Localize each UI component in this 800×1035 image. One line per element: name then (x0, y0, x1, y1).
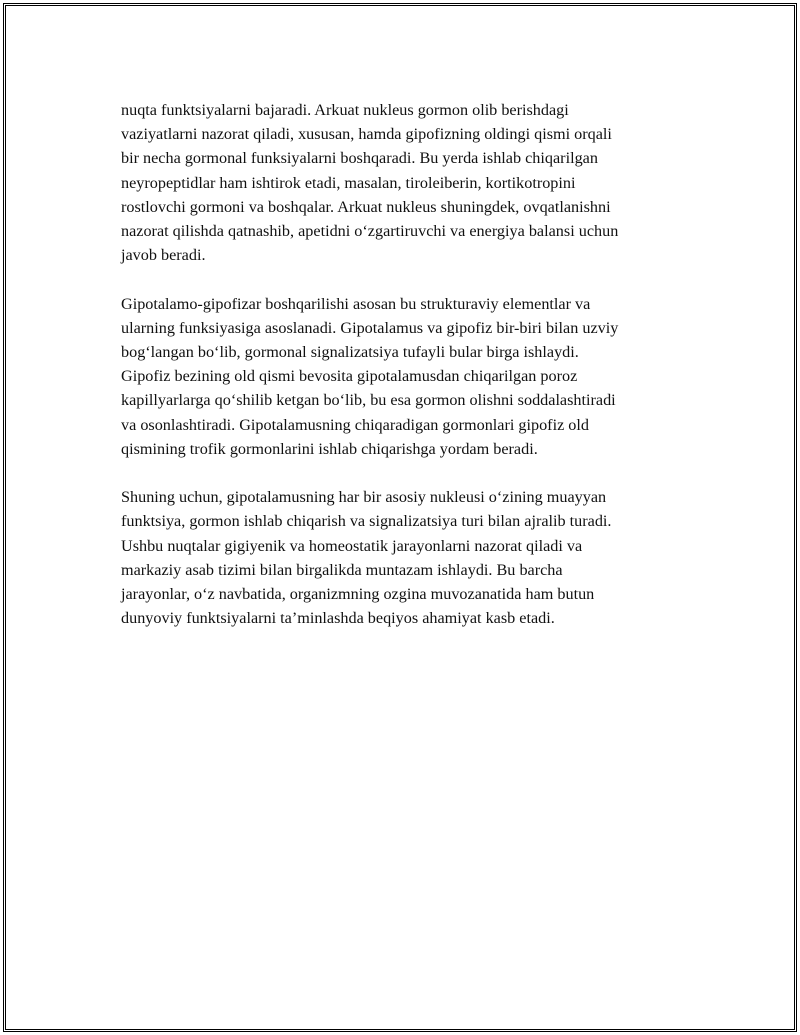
text-line: ularning funksiyasiga asoslanadi. Gipotalamus va gipofiz bir-biri bilan uzviy (121, 318, 619, 337)
document-page (3, 3, 797, 1032)
paragraph-1 (121, 98, 696, 267)
text-line: nazorat qilishda qatnashib, apetidni o‘zgartiruvchi va energiya balansi uchun (121, 222, 619, 241)
text-line: Gipotalamo-gipofizar boshqarilishi asosan bu strukturaviy elementlar va (121, 294, 591, 313)
text-line: jarayonlar, o‘z navbatida, organizmning ozgina muvozanatida ham butun (121, 585, 595, 604)
text-line: markaziy asab tizimi bilan birgalikda muntazam ishlaydi. Bu barcha (121, 560, 563, 579)
paragraph-2 (121, 292, 696, 461)
text-line: Ushbu nuqtalar gigiyenik va homeostatik jarayonlarni nazorat qiladi va (121, 536, 583, 555)
text-line: Shuning uchun, gipotalamusning har bir asosiy nukleusi o‘zining muayyan (121, 488, 607, 507)
text-line: kapillyarlarga qo‘shilib ketgan bo‘lib, bu esa gormon olishni soddalashtiradi (121, 391, 616, 410)
text-line: nuqta funktsiyalarni bajaradi. Arkuat nukleus gormon olib berishdagi (121, 101, 569, 119)
document-body (121, 98, 696, 655)
text-line: Gipofiz bezining old qismi bevosita gipotalamusdan chiqarilgan poroz (121, 367, 578, 386)
text-line: javob beradi. (121, 246, 206, 265)
text-line: funktsiya, gormon ishlab chiqarish va signalizatsiya turi bilan ajralib turadi. (121, 512, 612, 531)
text-line: bir necha gormonal funksiyalarni boshqaradi. Bu yerda ishlab chiqarilgan (121, 149, 598, 168)
text-line: qismining trofik gormonlarini ishlab chiqarishga yordam beradi. (121, 439, 538, 458)
paragraph-3 (121, 485, 696, 630)
text-line: va osonlashtiradi. Gipotalamusning chiqaradigan gormonlari gipofiz old (121, 415, 589, 434)
text-line: vaziyatlarni nazorat qiladi, xususan, hamda gipofizning oldingi qismi orqali (121, 125, 612, 144)
text-line: rostlovchi gormoni va boshqalar. Arkuat nukleus shuningdek, ovqatlanishni (121, 197, 611, 216)
text-line: bog‘langan bo‘lib, gormonal signalizatsiya tufayli bular birga ishlaydi. (121, 343, 579, 362)
text-line: neyropeptidlar ham ishtirok etadi, masalan, tiroleiberin, kortikotropini (121, 173, 576, 192)
text-line: dunyoviy funktsiyalarni ta’minlashda beqiyos ahamiyat kasb etadi. (121, 609, 555, 628)
